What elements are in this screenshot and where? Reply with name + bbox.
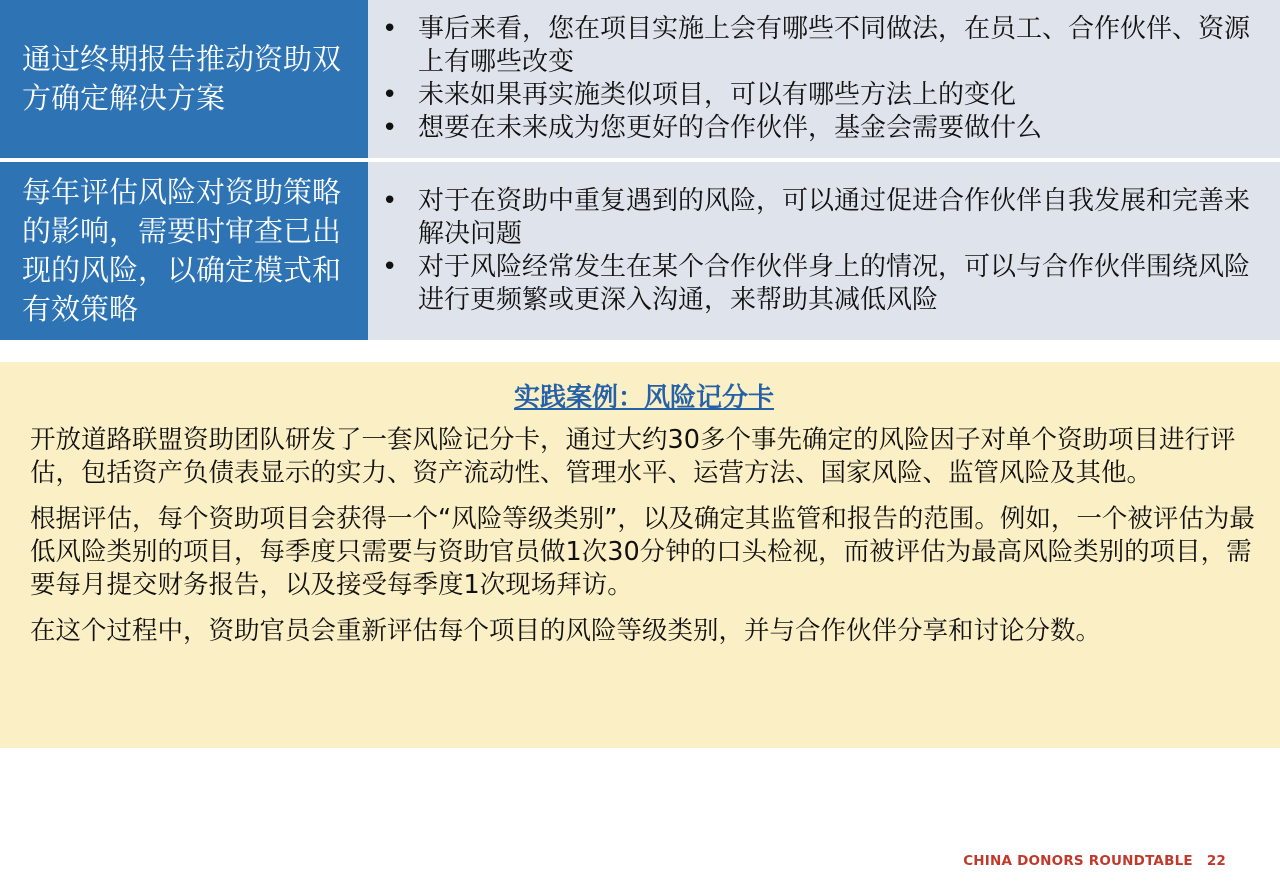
- bullet-dot: •: [382, 252, 398, 282]
- bullet-dot: •: [382, 80, 398, 110]
- case-paragraph: 根据评估，每个资助项目会获得一个“风险等级类别”，以及确定其监管和报告的范围。例如，一个被评估为最低风险类别的项目，每季度只需要与资助官员做1次30分钟的口头检视，而被评估为最高风险类别的项目，需要每月提交财务报告，以及接受每季度1次现场拜访。: [30, 504, 1255, 600]
- bullet-dot: •: [382, 14, 398, 44]
- bullet-item: [378, 185, 1260, 251]
- row-label: 通过终期报告推动资助双方确定解决方案: [0, 0, 368, 158]
- page-number: 22: [1206, 853, 1226, 869]
- case-study-box: [0, 362, 1280, 748]
- case-study-title: 实践案例：风险记分卡: [513, 383, 774, 413]
- page-footer: [963, 853, 1226, 869]
- bullet-text: 想要在未来成为您更好的合作伙伴，基金会需要做什么: [418, 113, 1043, 143]
- case-paragraph: 开放道路联盟资助团队研发了一套风险记分卡，通过大约30多个事先确定的风险因子对单个资助项目进行评估，包括资产负债表显示的实力、资产流动性、管理水平、运营方法、国家风险、监管风险及其他。: [30, 425, 1236, 488]
- bullet-text: 未来如果再实施类似项目，可以有哪些方法上的变化: [418, 80, 1017, 110]
- bullet-item: [378, 251, 1260, 317]
- bullet-text: 对于在资助中重复遇到的风险，可以通过促进合作伙伴自我发展和完善来解决问题: [418, 186, 1251, 249]
- bullet-item: [378, 13, 1260, 79]
- table-row: [0, 0, 1280, 158]
- bullet-text: 事后来看，您在项目实施上会有哪些不同做法，在员工、合作伙伴、资源上有哪些改变: [418, 14, 1251, 77]
- bullet-list: [368, 0, 1280, 158]
- bullet-list: [368, 162, 1280, 340]
- footer-org: CHINA DONORS ROUNDTABLE: [963, 853, 1193, 869]
- strategy-table: [0, 0, 1280, 344]
- bullet-text: 对于风险经常发生在某个合作伙伴身上的情况，可以与合作伙伴围绕风险进行更频繁或更深入沟通，来帮助其减低风险: [418, 252, 1251, 315]
- table-row: [0, 162, 1280, 340]
- bullet-dot: •: [382, 113, 398, 143]
- row-label: 每年评估风险对资助策略的影响，需要时审查已出现的风险，以确定模式和有效策略: [0, 162, 368, 340]
- bullet-item: [378, 79, 1260, 112]
- bullet-dot: •: [382, 186, 398, 216]
- bullet-item: [378, 112, 1260, 145]
- case-paragraph: 在这个过程中，资助官员会重新评估每个项目的风险等级类别，并与合作伙伴分享和讨论分数。: [30, 616, 1102, 646]
